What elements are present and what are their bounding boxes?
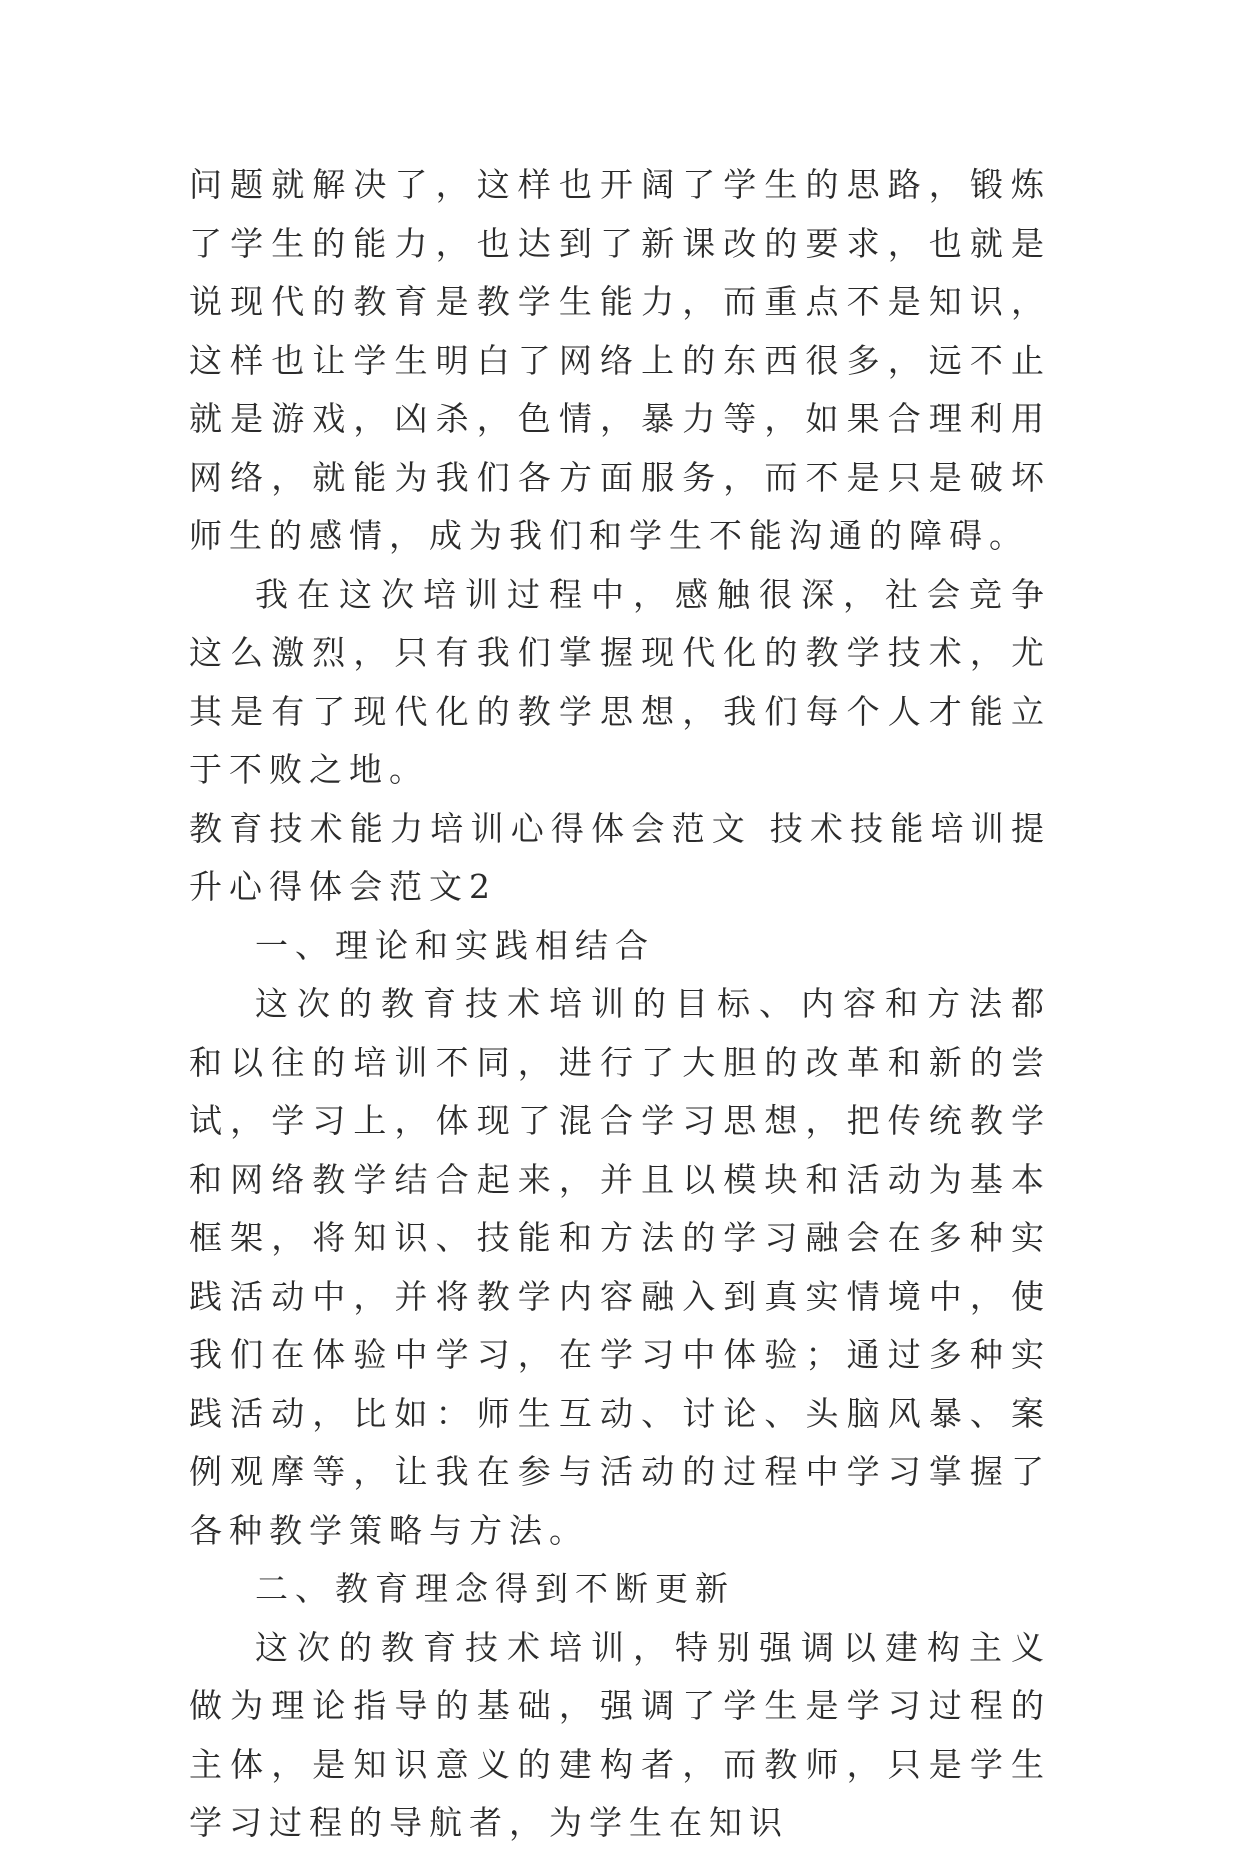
heading-1: 一、理论和实践相结合 (255, 925, 655, 965)
paragraph-1: 问题就解决了，这样也开阔了学生的思路，锻炼了学生的能力，也达到了新课改的要求，也就是说现代的教育是教学生能力，而重点不是知识，这样也让学生明白了网络上的东西很多，远不止就是游戏，凶杀，色情，暴力等，如果合理利用网络，就能为我们各方面服务，而不是只是破坏师生的感情，成为我们和学生不能沟通的障碍。 (189, 165, 1051, 555)
paragraph-3: 这次的教育技术培训的目标、内容和方法都和以往的培训不同，进行了大胆的改革和新的尝试，学习上，体现了混合学习思想，把传统教学和网络教学结合起来，并且以模块和活动为基本框架，将知识、技能和方法的学习融会在多种实践活动中，并将教学内容融入到真实情境中，使我们在体验中学习，在学习中体验；通过多种实践活动，比如：师生互动、讨论、头脑风暴、案例观摩等，让我在参与活动的过程中学习掌握了各种教学策略与方法。 (189, 984, 1051, 1550)
heading-2: 二、教育理念得到不断更新 (255, 1569, 735, 1608)
section-title: 教育技术能力培训心得体会范文 技术技能培训提升心得体会范文2 (189, 808, 1051, 906)
document-body (189, 156, 1051, 1853)
paragraph-2: 我在这次培训过程中，感触很深，社会竞争这么激烈，只有我们掌握现代化的教学技术，尤其是有了现代化的教学思想，我们每个人才能立于不败之地。 (189, 574, 1051, 789)
paragraph-4: 这次的教育技术培训，特别强调以建构主义做为理论指导的基础，强调了学生是学习过程的主体，是知识意义的建构者，而教师，只是学生学习过程的导航者，为学生在知识 (189, 1627, 1051, 1842)
